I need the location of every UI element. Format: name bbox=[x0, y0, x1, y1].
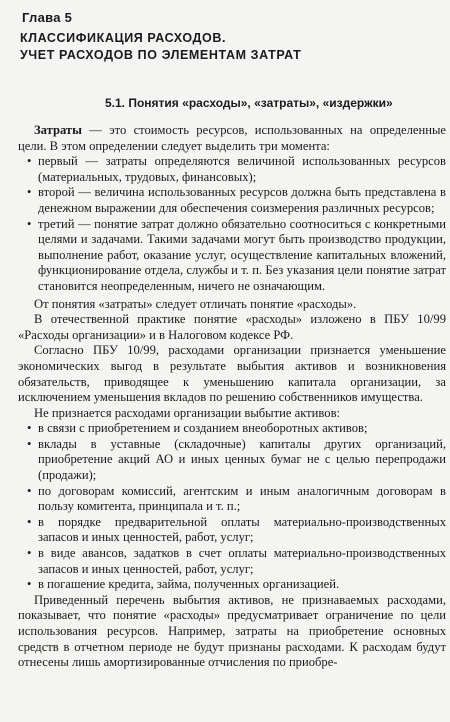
paragraph: От понятия «затраты» следует отличать понятие «расходы». bbox=[34, 296, 357, 311]
paragraph-definition bbox=[18, 123, 446, 154]
paragraph: Приведенный перечень выбытия активов, не признаваемых расходами, показывает, что понятие «расходы» предусматривает ограничение по цели использования ресурсов. Например, затраты на приобретение основных средств в отчетном периоде не будут признаны расходами. К расходам будут отнесены лишь амортизированные отчисления по приобре- bbox=[18, 592, 446, 670]
not-expenses-list bbox=[18, 421, 446, 593]
chapter-title-line-2: УЧЕТ РАСХОДОВ ПО ЭЛЕМЕНТАМ ЗАТРАТ bbox=[20, 48, 302, 62]
paragraph: Согласно ПБУ 10/99, расходами организации признается уменьшение экономических выгод в результате выбытия активов и возникновения обязательств, приводящее к уменьшению капитала организации, за исключением уменьшения вкладов по решению собственников имущества. bbox=[18, 343, 446, 405]
list-item: • по договорам комиссий, агентским и иным аналогичным договорам в пользу комитента, принципала и т. п.; bbox=[38, 484, 446, 515]
chapter-label: Глава 5 bbox=[22, 10, 73, 25]
moments-list bbox=[18, 154, 446, 294]
list-item: • второй — величина использованных ресурсов должна быть представлена в денежном выражении для обеспечения соизмерения различных ресурсов; bbox=[38, 185, 446, 216]
list-item: • в виде авансов, задатков в счет оплаты материально-производственных запасов и иных ценностей, работ, услуг; bbox=[38, 546, 446, 577]
list-item: • в порядке предварительной оплаты материально-производственных запасов и иных ценностей, работ, услуг; bbox=[38, 515, 446, 546]
paragraph: В отечественной практике понятие «расходы» изложено в ПБУ 10/99 «Расходы организации» и в Налоговом кодексе РФ. bbox=[18, 312, 446, 342]
section-title: 5.1. Понятия «расходы», «затраты», «издержки» bbox=[105, 96, 393, 110]
list-item: • вклады в уставные (складочные) капиталы других организаций, приобретение акций АО и иных ценных бумаг не с целью перепродажи (продажи); bbox=[38, 437, 446, 484]
definition-text: — это стоимость ресурсов, использованных на определенные цели. В этом определении следует выделить три момента: bbox=[18, 123, 446, 153]
chapter-title bbox=[20, 30, 440, 64]
paragraph: Не признается расходами организации выбытие активов: bbox=[34, 405, 341, 420]
list-item: • в погашение кредита, займа, полученных организацией. bbox=[38, 577, 446, 593]
chapter-title-line-1: КЛАССИФИКАЦИЯ РАСХОДОВ. bbox=[20, 31, 227, 45]
list-item: • первый — затраты определяются величиной использованных ресурсов (материальных, трудовых, финансовых); bbox=[38, 154, 446, 185]
body-text bbox=[18, 123, 446, 671]
list-item: • в связи с приобретением и созданием внеоборотных активов; bbox=[38, 421, 446, 437]
term-zatraty: Затраты bbox=[34, 123, 82, 137]
list-item: • третий — понятие затрат должно обязательно соотноситься с конкретными целями и задачами. Такими задачами могут быть производство продукции, выполнение работ, оказание услуг, осуществление капитальных вложений, функционирование отдела, службы и т. п. Без указания цели понятие затрат становится неопределенным, ничего не означающим. bbox=[38, 217, 446, 295]
